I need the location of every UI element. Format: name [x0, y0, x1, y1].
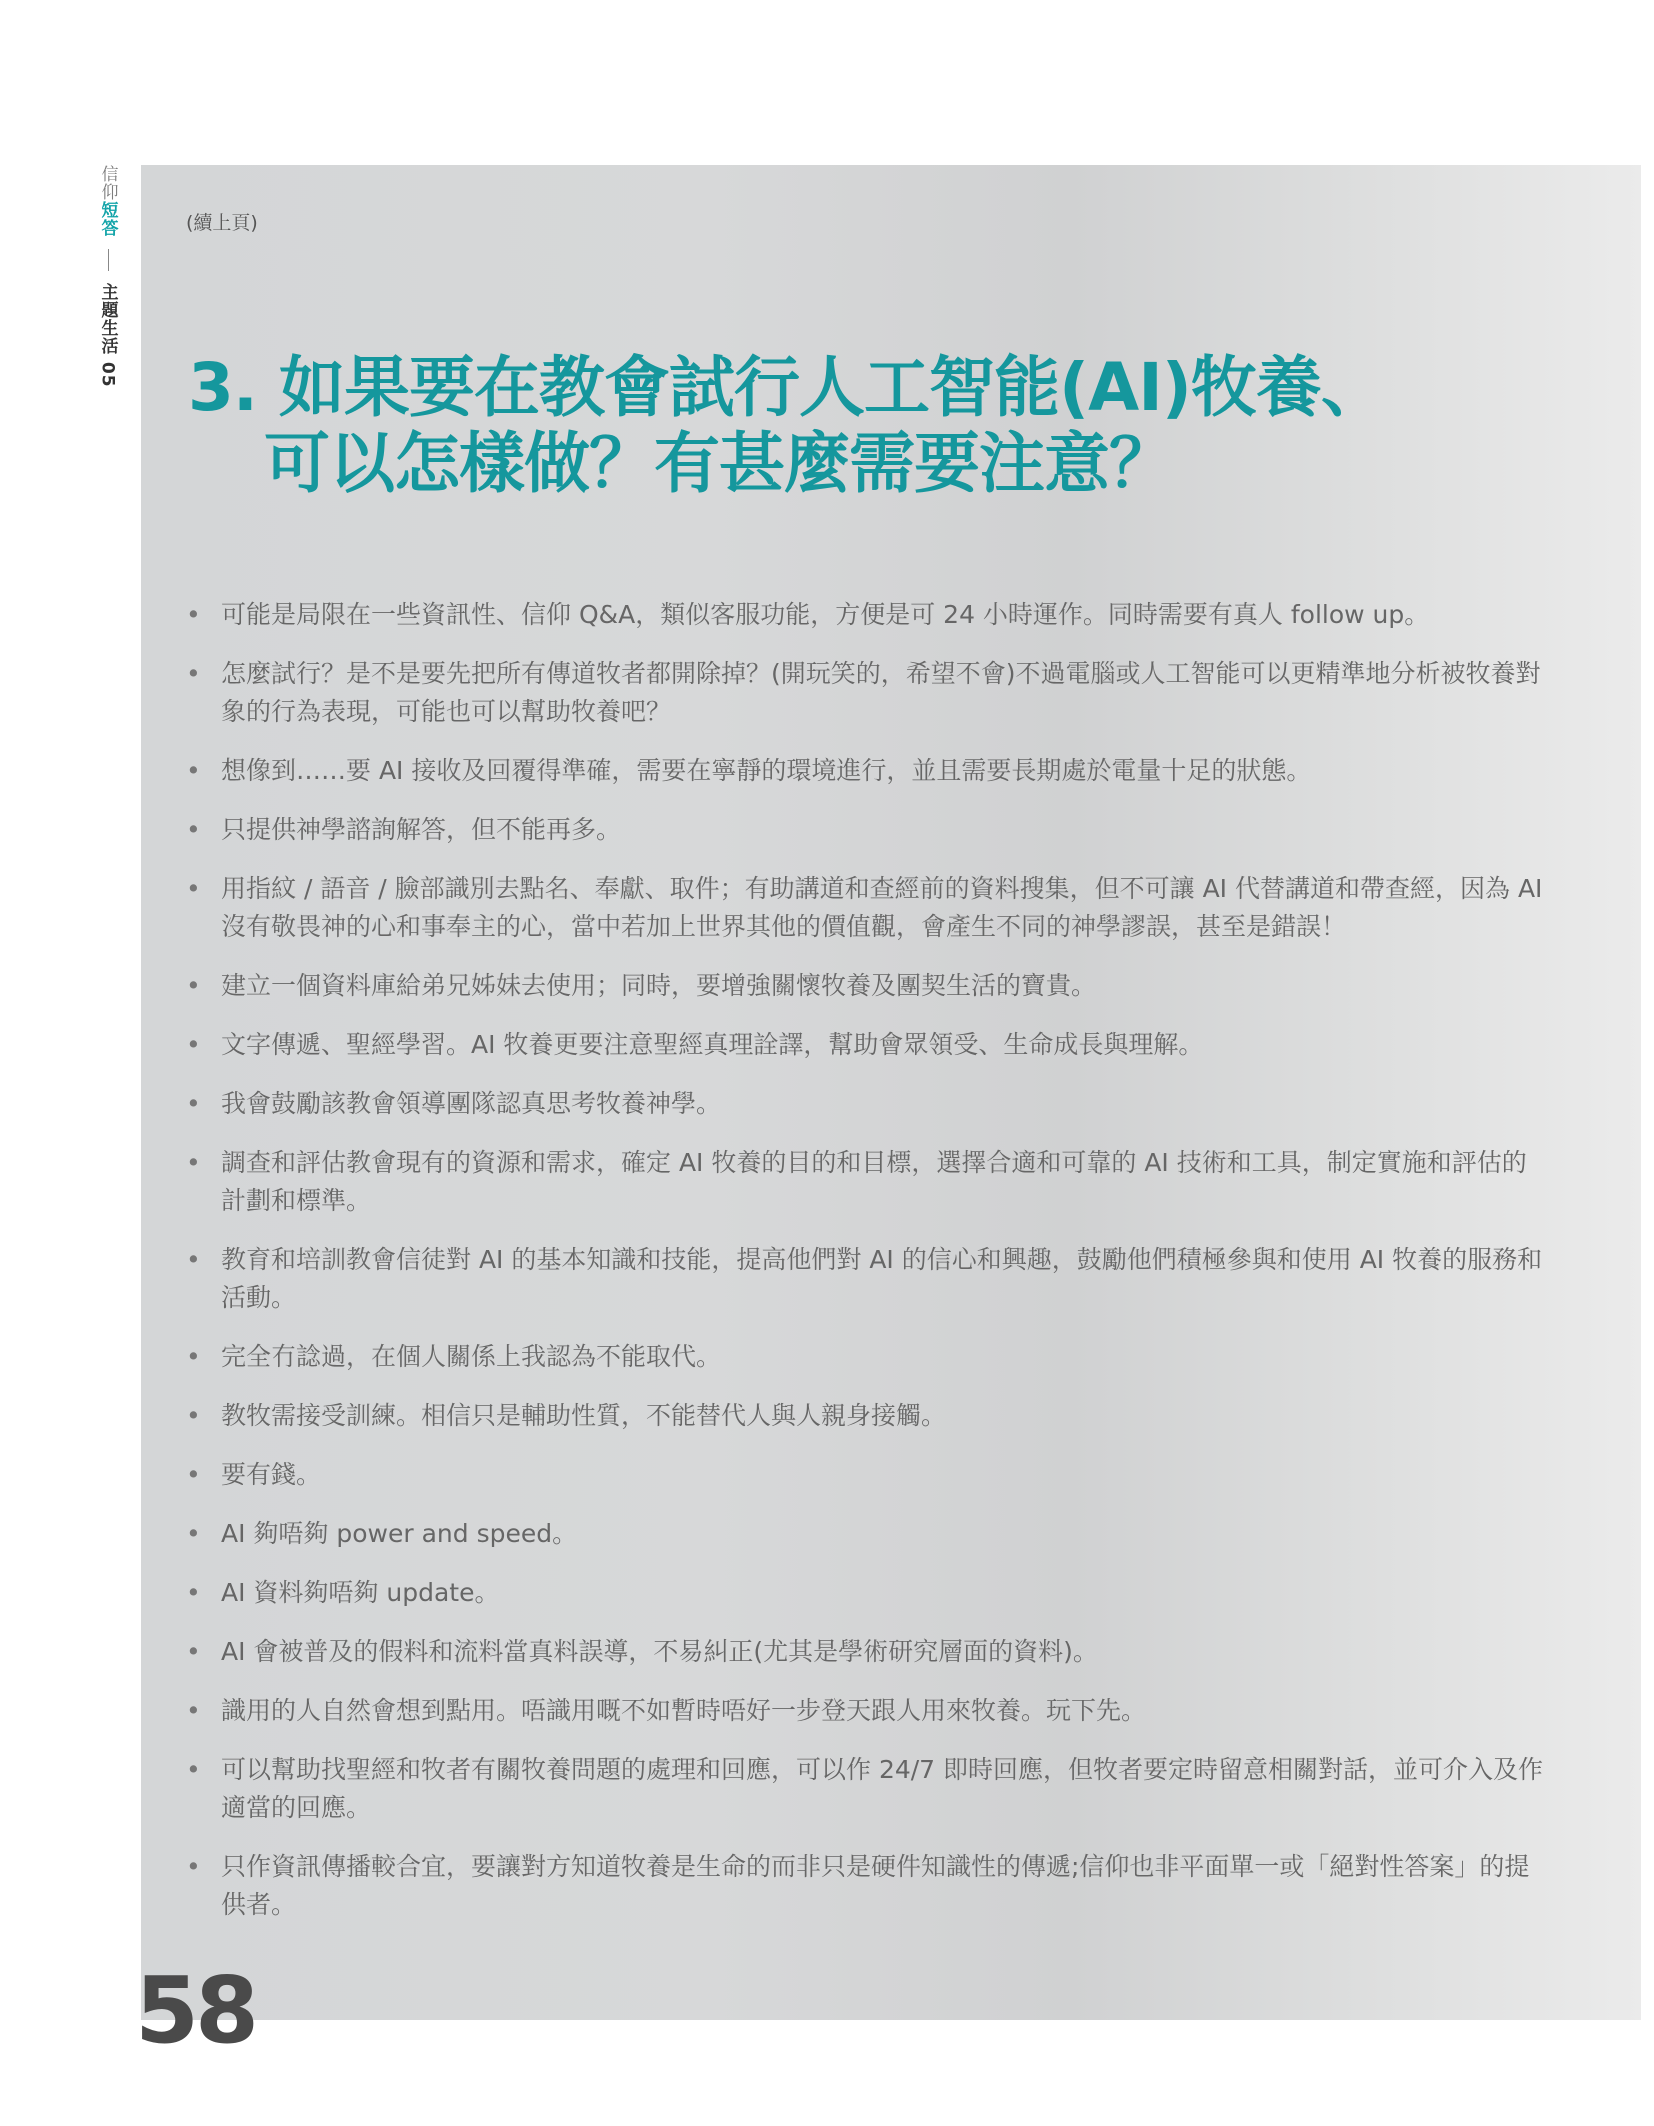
magazine-prefix: 信仰 — [97, 165, 118, 201]
bullet-marker: • — [186, 600, 201, 629]
answer-text: 要有錢。 — [221, 1460, 322, 1489]
answer-item — [186, 655, 1546, 731]
answer-item — [186, 1085, 1546, 1123]
answer-item — [186, 1692, 1546, 1730]
answer-text: 完全冇諗過，在個人關係上我認為不能取代。 — [221, 1342, 722, 1371]
answer-item — [186, 870, 1546, 946]
bullet-marker: • — [186, 1342, 201, 1371]
bullet-marker: • — [186, 1460, 201, 1489]
section-name: 主題生活 05 — [97, 283, 118, 388]
answer-text: 可以幫助找聖經和牧者有關牧養問題的處理和回應，可以作 24/7 即時回應，但牧者要定時留意相關對話，並可介入及作適當的回應。 — [221, 1755, 1544, 1822]
answer-text: AI 夠唔夠 power and speed。 — [221, 1519, 578, 1548]
answer-text: 建立一個資料庫給弟兄姊妹去使用；同時，要增強關懷牧養及團契生活的寶貴。 — [221, 971, 1097, 1000]
answer-text: 調查和評估教會現有的資源和需求，確定 AI 牧養的目的和目標，選擇合適和可靠的 AI 技術和工具，制定實施和評估的計劃和標準。 — [221, 1148, 1527, 1215]
bullet-marker: • — [186, 659, 201, 688]
answer-item — [186, 1026, 1546, 1064]
bullet-marker: • — [186, 1245, 201, 1274]
answer-item — [186, 1241, 1546, 1317]
answer-text: 我會鼓勵該教會領導團隊認真思考牧養神學。 — [221, 1089, 722, 1118]
answer-item — [186, 1456, 1546, 1494]
bullet-marker: • — [186, 1148, 201, 1177]
bullet-marker: • — [186, 1030, 201, 1059]
bullet-marker: • — [186, 1755, 201, 1784]
bullet-marker: • — [186, 1578, 201, 1607]
header-divider — [108, 249, 109, 271]
answer-item — [186, 1144, 1546, 1220]
answer-text: 只作資訊傳播較合宜，要讓對方知道牧養是生命的而非只是硬件知識性的傳遞;信仰也非平面單一或「絕對性答案」的提供者。 — [221, 1852, 1530, 1919]
answer-item — [186, 596, 1546, 634]
answer-item — [186, 1633, 1546, 1671]
answer-text: 怎麼試行？是不是要先把所有傳道牧者都開除掉？(開玩笑的，希望不會)不過電腦或人工智能可以更精準地分析被牧養對象的行為表現，可能也可以幫助牧養吧？ — [221, 659, 1541, 726]
question-heading — [188, 350, 1488, 502]
answer-item — [186, 1397, 1546, 1435]
answer-text: 可能是局限在一些資訊性、信仰 Q&A，類似客服功能，方便是可 24 小時運作。同時需要有真人 follow up。 — [221, 600, 1430, 629]
page-number: 58 — [135, 1957, 256, 2064]
answer-item — [186, 1338, 1546, 1376]
bullet-marker: • — [186, 1089, 201, 1118]
answer-text: 只提供神學諮詢解答，但不能再多。 — [221, 815, 622, 844]
answer-text: 教育和培訓教會信徒對 AI 的基本知識和技能，提高他們對 AI 的信心和興趣，鼓勵他們積極參與和使用 AI 牧養的服務和活動。 — [221, 1245, 1543, 1312]
answer-item — [186, 811, 1546, 849]
answer-list — [186, 596, 1546, 1945]
answer-item — [186, 1848, 1546, 1924]
bullet-marker: • — [186, 874, 201, 903]
answer-item — [186, 1751, 1546, 1827]
bullet-marker: • — [186, 1852, 201, 1881]
heading-line-2: 可以怎樣做？有甚麼需要注意？ — [264, 425, 1174, 502]
bullet-marker: • — [186, 971, 201, 1000]
answer-item — [186, 752, 1546, 790]
bullet-marker: • — [186, 1519, 201, 1548]
answer-text: 教牧需接受訓練。相信只是輔助性質，不能替代人與人親身接觸。 — [221, 1401, 947, 1430]
answer-item — [186, 967, 1546, 1005]
answer-text: 用指紋 / 語音 / 臉部識別去點名、奉獻、取件；有助講道和查經前的資料搜集，但不可讓 AI 代替講道和帶查經，因為 AI 沒有敬畏神的心和事奉主的心，當中若加上世界其他的價值觀，會產生不同的神學謬誤，甚至是錯誤！ — [221, 874, 1543, 941]
bullet-marker: • — [186, 1637, 201, 1666]
bullet-marker: • — [186, 1401, 201, 1430]
bullet-marker: • — [186, 1696, 201, 1725]
answer-text: AI 資料夠唔夠 update。 — [221, 1578, 500, 1607]
bullet-marker: • — [186, 815, 201, 844]
answer-text: 識用的人自然會想到點用。唔識用嘅不如暫時唔好一步登天跟人用來牧養。玩下先。 — [221, 1696, 1147, 1725]
answer-item — [186, 1515, 1546, 1553]
magazine-highlight: 短答 — [97, 201, 118, 237]
answer-text: 文字傳遞、聖經學習。AI 牧養更要注意聖經真理詮譯，幫助會眾領受、生命成長與理解。 — [221, 1030, 1204, 1059]
answer-text: AI 會被普及的假料和流料當真料誤導，不易糾正(尤其是學術研究層面的資料)。 — [221, 1637, 1098, 1666]
continued-note: (續上頁) — [186, 212, 258, 234]
answer-text: 想像到……要 AI 接收及回覆得準確，需要在寧靜的環境進行，並且需要長期處於電量十足的狀態。 — [221, 756, 1312, 785]
heading-line-1: 3. 如果要在教會試行人工智能(AI)牧養、 — [188, 349, 1386, 426]
bullet-marker: • — [186, 756, 201, 785]
answer-item — [186, 1574, 1546, 1612]
running-header — [94, 165, 122, 395]
magazine-name — [96, 165, 121, 237]
